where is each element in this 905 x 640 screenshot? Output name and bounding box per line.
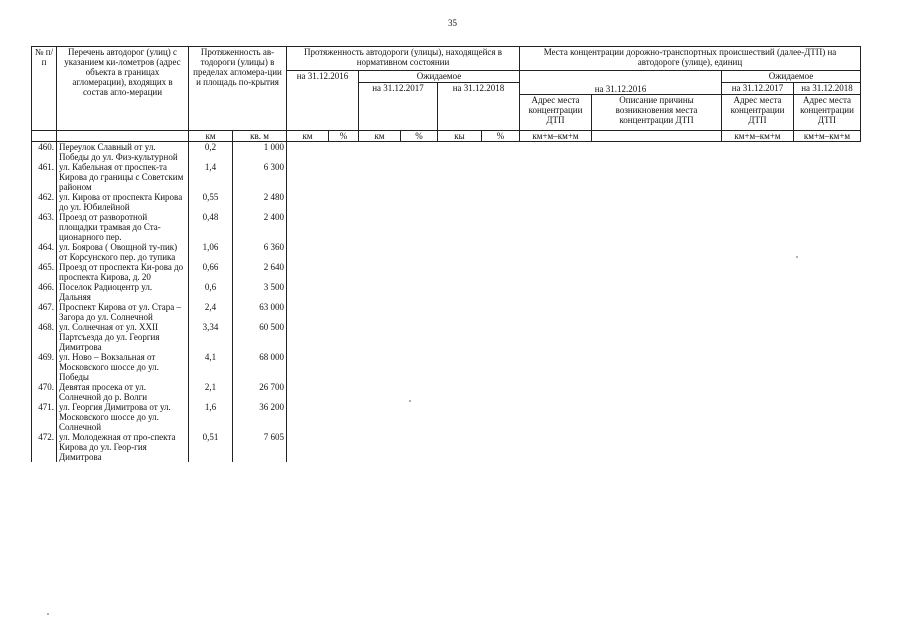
empty-cell [482,402,520,432]
empty-cell [794,282,861,302]
unit-km-alt: кы [438,131,482,142]
empty-cell [359,212,401,242]
road-area-sqm: 6 300 [233,162,287,192]
empty-cell [438,322,482,352]
road-length-km: 0,66 [189,262,233,282]
empty-cell [592,162,722,192]
table-row [32,432,861,462]
road-area-sqm: 26 700 [233,382,287,402]
road-area-sqm: 2 480 [233,192,287,212]
empty-cell [287,322,329,352]
empty-cell [722,162,794,192]
empty-cell [722,262,794,282]
empty-cell [520,382,592,402]
empty-cell [592,432,722,462]
empty-cell [722,322,794,352]
road-area-sqm: 7 605 [233,432,287,462]
header-norm-2016: на 31.12.2016 [287,71,359,131]
empty-cell [287,302,329,322]
empty-cell [359,382,401,402]
road-length-km: 0,55 [189,192,233,212]
empty-cell [438,162,482,192]
empty-cell [329,192,359,212]
scan-speck [47,613,49,615]
unit-km: км [189,131,233,142]
empty-cell [794,402,861,432]
empty-cell [438,302,482,322]
empty-cell [359,142,401,163]
table-row [32,212,861,242]
empty-cell [438,262,482,282]
header-cause: Описание причины возникновения места концентрации ДТП [592,95,722,131]
table-row [32,322,861,352]
empty-cell [592,352,722,382]
table-row [32,192,861,212]
empty-cell [592,322,722,352]
road-length-km: 0,2 [189,142,233,163]
unit-pct: % [401,131,438,142]
empty-cell [722,282,794,302]
table-body [32,142,861,463]
header-address-2017: Адрес места концентрации ДТП [722,95,794,131]
road-area-sqm: 1 000 [233,142,287,163]
empty-cell [401,402,438,432]
empty-cell [794,212,861,242]
unit-km-range: км+м–км+м [520,131,592,142]
empty-cell [401,212,438,242]
empty-cell [401,162,438,192]
empty-cell [287,192,329,212]
empty-cell [359,192,401,212]
unit-km-range-2017: км+м–км+м [722,131,794,142]
empty-cell [287,212,329,242]
unit-km: км [359,131,401,142]
empty-cell [722,352,794,382]
header-norm-group: Протяженность автодороги (улицы), находящейся в нормативном состоянии [287,47,520,71]
empty-cell [592,382,722,402]
empty-cell [438,212,482,242]
table-row [32,402,861,432]
empty-cell [287,402,329,432]
empty-cell [794,262,861,282]
empty-cell [359,262,401,282]
unit-km-range-2018: км+м–км+м [794,131,861,142]
road-length-km: 0,48 [189,212,233,242]
empty-cell [401,282,438,302]
empty-cell [287,432,329,462]
road-name: Проезд от проспекта Ки-рова до проспекта Кирова, д. 20 [57,262,189,282]
empty-cell [359,242,401,262]
empty-cell [329,352,359,382]
empty-cell [287,382,329,402]
empty-cell [794,162,861,192]
empty-cell [482,262,520,282]
road-length-km: 2,4 [189,302,233,322]
table-row [32,282,861,302]
empty-cell [438,142,482,163]
road-length-km: 0,6 [189,282,233,302]
empty-cell [438,282,482,302]
empty-cell [722,192,794,212]
empty-cell [329,142,359,163]
table-row [32,162,861,192]
header-norm-2017: на 31.12.2017 [359,83,438,131]
empty-cell [438,432,482,462]
empty-cell [722,432,794,462]
scan-speck [796,256,798,258]
units-spacer-list [57,131,189,142]
empty-cell [359,432,401,462]
empty-cell [520,212,592,242]
empty-cell [329,282,359,302]
empty-cell [520,402,592,432]
empty-cell [287,262,329,282]
empty-cell [401,432,438,462]
empty-cell [520,352,592,382]
empty-cell [794,302,861,322]
empty-cell [520,302,592,322]
empty-cell [401,322,438,352]
empty-cell [401,192,438,212]
row-number: 460. [32,142,57,163]
table-row [32,242,861,262]
road-length-km: 3,34 [189,322,233,352]
empty-cell [482,352,520,382]
road-name: Проспект Кирова от ул. Стара – Загора до ул. Солнечной [57,302,189,322]
empty-cell [482,142,520,163]
empty-cell [482,282,520,302]
empty-cell [722,142,794,163]
row-number: 464. [32,242,57,262]
row-number: 469. [32,352,57,382]
empty-cell [794,192,861,212]
road-name: Поселок Радиоцентр ул. Дальняя [57,282,189,302]
empty-cell [520,142,592,163]
unit-pct: % [329,131,359,142]
empty-cell [287,142,329,163]
empty-cell [794,382,861,402]
empty-cell [359,352,401,382]
header-address-2018: Адрес места концентрации ДТП [794,95,861,131]
empty-cell [482,322,520,352]
empty-cell [520,322,592,352]
units-spacer-cause [592,131,722,142]
header-dtp-2017: на 31.12.2017 [722,83,794,95]
empty-cell [329,162,359,192]
empty-cell [359,162,401,192]
road-name: ул. Молодежная от про-спекта Кирова до ул. Геор-гия Димитрова [57,432,189,462]
table-row [32,382,861,402]
road-length-km: 4,1 [189,352,233,382]
empty-cell [329,382,359,402]
empty-cell [592,262,722,282]
empty-cell [482,242,520,262]
empty-cell [592,302,722,322]
table-row [32,302,861,322]
empty-cell [592,402,722,432]
empty-cell [329,302,359,322]
row-number: 462. [32,192,57,212]
empty-cell [438,402,482,432]
road-area-sqm: 68 000 [233,352,287,382]
unit-km: км [287,131,329,142]
empty-cell [794,242,861,262]
road-area-sqm: 2 400 [233,212,287,242]
empty-cell [482,212,520,242]
empty-cell [287,242,329,262]
row-number: 472. [32,432,57,462]
header-road-list: Перечень автодорог (улиц) с указанием ки-лометров (адрес объекта в границах агломерации), входящих в состав агло-мерации [57,47,189,131]
empty-cell [359,402,401,432]
row-number: 468. [32,322,57,352]
empty-cell [329,212,359,242]
empty-cell [592,242,722,262]
empty-cell [722,402,794,432]
empty-cell [794,432,861,462]
header-address-2016: Адрес места концентрации ДТП [520,95,592,131]
road-name: ул. Боярова ( Овощной ту-пик) от Корсунского пер. до тупика [57,242,189,262]
empty-cell [592,192,722,212]
empty-cell [287,282,329,302]
empty-cell [329,242,359,262]
header-dtp-group: Места концентрации дорожно-транспортных происшествий (далее-ДТП) на автодороге (улице), единиц [520,47,861,71]
empty-cell [722,382,794,402]
row-number: 466. [32,282,57,302]
empty-cell [794,352,861,382]
row-number: 467. [32,302,57,322]
empty-cell [592,142,722,163]
table-row [32,262,861,282]
empty-cell [482,432,520,462]
road-area-sqm: 3 500 [233,282,287,302]
empty-cell [482,302,520,322]
road-length-km: 2,1 [189,382,233,402]
empty-cell [722,212,794,242]
empty-cell [520,192,592,212]
empty-cell [329,402,359,432]
empty-cell [359,282,401,302]
header-dtp-2016: на 31.12.2016 [520,71,722,95]
road-area-sqm: 2 640 [233,262,287,282]
road-name: ул. Ново – Вокзальная от Московского шоссе до ул. Победы [57,352,189,382]
empty-cell [401,382,438,402]
empty-cell [722,242,794,262]
empty-cell [592,282,722,302]
empty-cell [520,262,592,282]
road-area-sqm: 6 360 [233,242,287,262]
empty-cell [329,262,359,282]
table-row [32,142,861,163]
empty-cell [794,322,861,352]
header-length: Протяженность ав-тодороги (улицы) в пределах агломера-ции и площадь по-крытия [189,47,287,131]
road-length-km: 1,4 [189,162,233,192]
empty-cell [287,162,329,192]
empty-cell [401,242,438,262]
road-area-sqm: 63 000 [233,302,287,322]
header-dtp-2018: на 31.12.2018 [794,83,861,95]
empty-cell [520,282,592,302]
empty-cell [438,382,482,402]
row-number: 461. [32,162,57,192]
road-name: Переулок Славный от ул. Победы до ул. Физ-культурной [57,142,189,163]
empty-cell [482,382,520,402]
empty-cell [438,352,482,382]
row-number: 470. [32,382,57,402]
units-spacer-num [32,131,57,142]
empty-cell [592,212,722,242]
empty-cell [401,352,438,382]
empty-cell [329,432,359,462]
empty-cell [520,432,592,462]
empty-cell [359,322,401,352]
road-name: Девятая просека от ул. Солнечной до р. Волги [57,382,189,402]
empty-cell [482,162,520,192]
unit-sqm: кв. м [233,131,287,142]
empty-cell [287,352,329,382]
empty-cell [401,302,438,322]
empty-cell [482,192,520,212]
header-dtp-expected: Ожидаемое [722,71,861,83]
header-norm-2018: на 31.12.2018 [438,83,520,131]
empty-cell [329,322,359,352]
empty-cell [520,242,592,262]
road-length-km: 1,06 [189,242,233,262]
unit-pct: % [482,131,520,142]
empty-cell [520,162,592,192]
road-length-km: 0,51 [189,432,233,462]
empty-cell [794,142,861,163]
road-area-sqm: 60 500 [233,322,287,352]
scan-speck [409,400,411,402]
empty-cell [359,302,401,322]
empty-cell [401,142,438,163]
header-num: № п/п [32,47,57,131]
road-name: ул. Георгия Димитрова от ул. Московского шоссе до ул. Солнечной [57,402,189,432]
row-number: 463. [32,212,57,242]
road-name: Проезд от разворотной площадки трамвая до Ста-ционарного пер. [57,212,189,242]
table-row [32,352,861,382]
empty-cell [438,242,482,262]
empty-cell [722,302,794,322]
empty-cell [438,192,482,212]
road-name: ул. Кирова от проспекта Кирова до ул. Юбилейной [57,192,189,212]
header-norm-expected: Ожидаемое [359,71,520,83]
roads-table [31,46,861,462]
page-number: 35 [448,18,457,28]
road-name: ул. Солнечная от ул. XXII Партсъезда до ул. Георгия Димитрова [57,322,189,352]
empty-cell [401,262,438,282]
road-length-km: 1,6 [189,402,233,432]
road-area-sqm: 36 200 [233,402,287,432]
row-number: 471. [32,402,57,432]
road-name: ул. Кабельная от проспек-та Кирова до границы с Советским районом [57,162,189,192]
row-number: 465. [32,262,57,282]
